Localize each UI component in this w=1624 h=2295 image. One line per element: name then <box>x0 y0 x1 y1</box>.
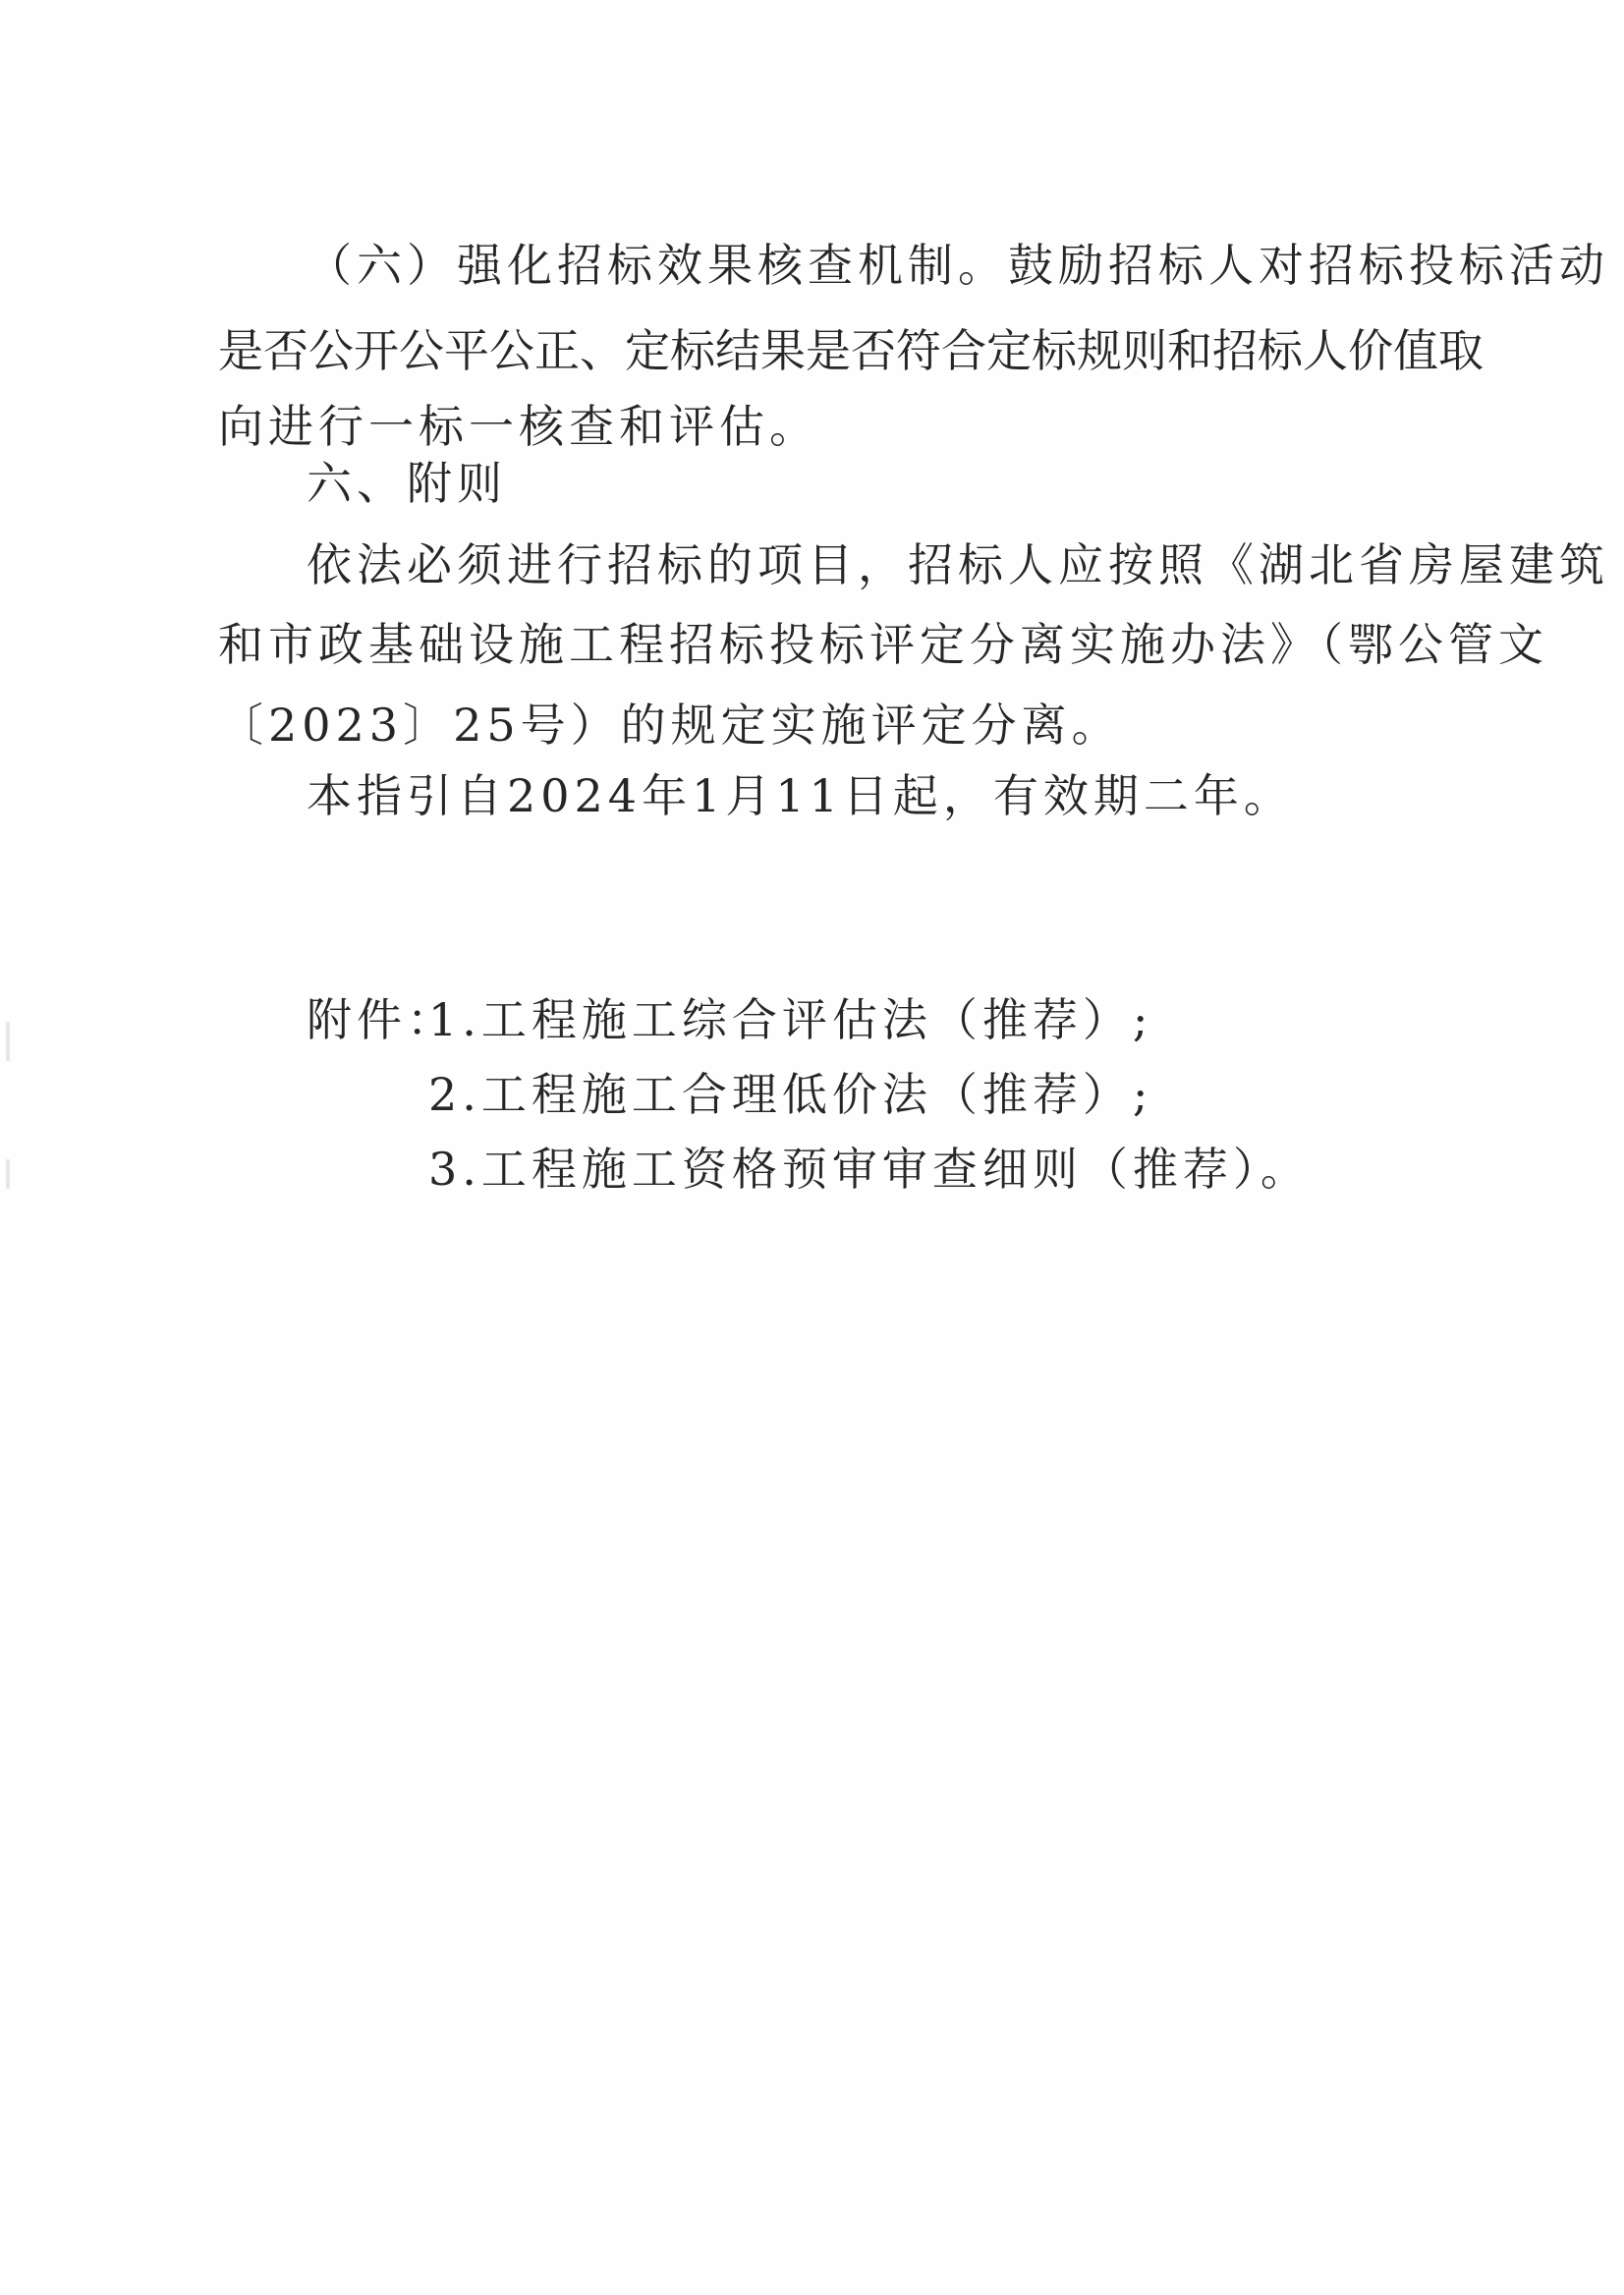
text-segment: 是否公开公平公正、定标结果是否符合定标规则和招标人价值取 <box>218 324 1484 377</box>
attachment-item-3: 3.工程施工资格预审审查细则（推荐）。 <box>428 1143 1311 1196</box>
provisions-line-3: 〔2023〕25号）的规定实施评定分离。 <box>218 699 1122 752</box>
paragraph-6-line-3: 向进行一标一核查和评估。 <box>218 400 819 453</box>
paragraph-6-line-1: （六）强化招标效果核查机制。鼓励招标人对招标投标活动 <box>307 239 1609 292</box>
effective-date: 本指引自2024年1月11日起，有效期二年。 <box>307 769 1294 822</box>
scan-artifact <box>6 1022 10 1061</box>
attachment-item-1: 1.工程施工综合评估法（推荐）; <box>428 993 1153 1046</box>
attachments-label: 附件： <box>307 993 457 1046</box>
attachment-item-2: 2.工程施工合理低价法（推荐）; <box>428 1068 1153 1121</box>
chapter-heading: 六、附则 <box>307 457 507 510</box>
provisions-line-1: 依法必须进行招标的项目，招标人应按照《湖北省房屋建筑 <box>307 538 1609 591</box>
scan-artifact <box>6 1159 10 1189</box>
paragraph-6-line-2 <box>218 321 1484 380</box>
provisions-line-2: 和市政基础设施工程招标投标评定分离实施办法》（鄂公管文 <box>218 618 1548 671</box>
